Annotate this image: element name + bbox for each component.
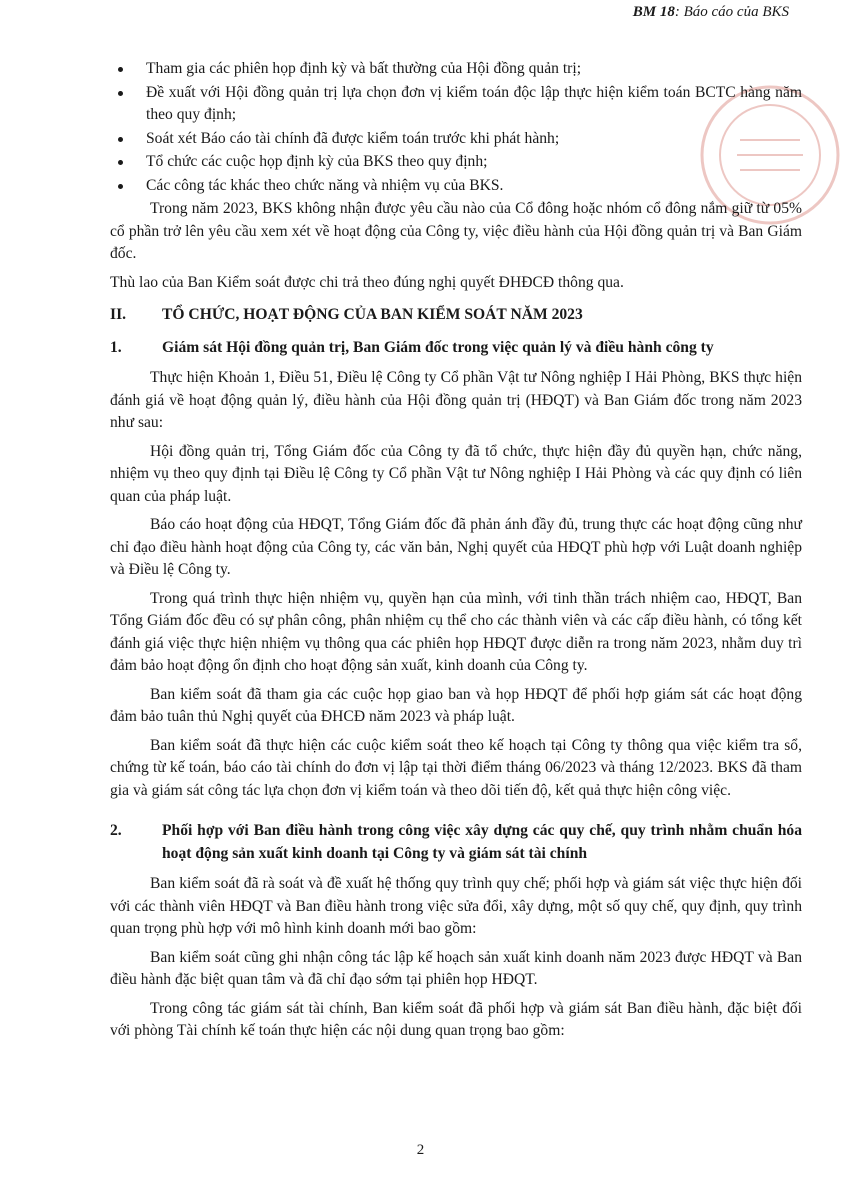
paragraph: Báo cáo hoạt động của HĐQT, Tổng Giám đốc đã phản ánh đầy đủ, trung thực các hoạt động cũng như chỉ đạo điều hành hoạt động của Công ty, các văn bản, Nghị quyết của HĐQT phù hợp với Luật doanh nghiệp và Điều lệ Công ty. xyxy=(110,516,802,578)
paragraph: Thực hiện Khoản 1, Điều 51, Điều lệ Công ty Cổ phần Vật tư Nông nghiệp I Hải Phòng, BKS thực hiện đánh giá về hoạt động quản lý, điều hành của Hội đồng quản trị (HĐQT) và Ban Giám đốc trong năm 2023 như sau: xyxy=(110,369,802,431)
paragraph: Ban kiểm soát cũng ghi nhận công tác lập kế hoạch sản xuất kinh doanh năm 2023 được HĐQT và Ban điều hành đặc biệt quan tâm và đã chỉ đạo sớm tại phiên họp HĐQT. xyxy=(110,948,802,988)
paragraph: Hội đồng quản trị, Tổng Giám đốc của Công ty đã tổ chức, thực hiện đầy đủ quyền hạn, chức năng, nhiệm vụ theo quy định tại Điều lệ Công ty Cổ phần Vật tư Nông nghiệp I Hải Phòng và các quy định có liên quan của pháp luật. xyxy=(110,442,802,505)
paragraph: Ban kiểm soát đã rà soát và đề xuất hệ thống quy trình quy chế; phối hợp và giám sát việc thực hiện đối với các thành viên HĐQT và Ban điều hành trong việc sửa đổi, xây dựng, một số quy chế, quy định, quy trình quan trọng phù hợp với mô hình kinh doanh mới bao gồm: xyxy=(110,875,802,937)
list-item: Soát xét Báo cáo tài chính đã được kiểm toán trước khi phát hành; xyxy=(110,128,802,151)
paragraph: Ban kiểm soát đã tham gia các cuộc họp giao ban và họp HĐQT để phối hợp giám sát các hoạt động đảm bảo tuân thủ Nghị quyết của ĐHCĐ năm 2023 và pháp luật. xyxy=(110,685,802,725)
subsection-number: 2. xyxy=(110,822,122,839)
form-title: : Báo cáo của BKS xyxy=(674,4,789,20)
form-code: BM 18 xyxy=(632,4,675,20)
remuneration-paragraph: Thù lao của Ban Kiểm soát được chi trả theo đúng nghị quyết ĐHĐCĐ thông qua. xyxy=(110,273,624,291)
subsection-number: 1. xyxy=(110,338,122,356)
section-heading xyxy=(110,304,802,327)
section-number: II. xyxy=(110,306,127,323)
duty-list xyxy=(110,58,802,197)
list-item: Các công tác khác theo chức năng và nhiệm vụ của BKS. xyxy=(110,175,802,198)
paragraph: Ban kiểm soát đã thực hiện các cuộc kiểm soát theo kế hoạch tại Công ty thông qua việc kiểm tra sổ, chứng từ kế toán, báo cáo tài chính do đơn vị lập tại thời điểm tháng 06/2023 và tháng 12/2023. BKS đã tham gia và giám sát công tác lựa chọn đơn vị kiểm toán và theo dõi tiến độ, kết quả thực hiện công việc. xyxy=(110,736,802,799)
page-header xyxy=(633,4,789,21)
document-body xyxy=(110,58,802,1049)
subsection-heading xyxy=(110,820,802,865)
page-number: 2 xyxy=(416,1142,425,1158)
paragraph: Trong công tác giám sát tài chính, Ban kiểm soát đã phối hợp và giám sát Ban điều hành, đặc biệt đối với phòng Tài chính kế toán thực hiện các nội dung quan trọng bao gồm: xyxy=(110,999,802,1039)
list-item: Tổ chức các cuộc họp định kỳ của BKS theo quy định; xyxy=(110,151,802,174)
section-title: TỔ CHỨC, HOẠT ĐỘNG CỦA BAN KIỂM SOÁT NĂM 2023 xyxy=(162,306,583,323)
subsection-title: Giám sát Hội đồng quản trị, Ban Giám đốc trong việc quản lý và điều hành công ty xyxy=(162,338,714,356)
paragraph: Trong quá trình thực hiện nhiệm vụ, quyền hạn của mình, với tinh thần trách nhiệm cao, HĐQT, Ban Tổng Giám đốc đều có sự phân công, phân nhiệm cụ thể cho các thành viên và các cấp điều hành, có tổng kết đánh giá việc thực hiện nhiệm vụ thông qua các phiên họp HĐQT được diễn ra trong năm 2023, nhằm duy trì đảm bảo hoạt động ổn định cho hoạt động sản xuất, kinh doanh của Công ty. xyxy=(110,589,802,674)
list-item: Đề xuất với Hội đồng quản trị lựa chọn đơn vị kiểm toán độc lập thực hiện kiểm toán BCTC hàng năm theo quy định; xyxy=(110,82,802,127)
intro-paragraph: Trong năm 2023, BKS không nhận được yêu cầu nào của Cổ đông hoặc nhóm cổ đông nắm giữ từ 05% cổ phần trở lên yêu cầu xem xét về hoạt động của Công ty, việc điều hành của Hội đồng quản trị và Ban Giám đốc. xyxy=(110,200,802,262)
subsection-title: Phối hợp với Ban điều hành trong công việc xây dựng các quy chế, quy trình nhằm chuẩn hóa hoạt động sản xuất kinh doanh tại Công ty và giám sát tài chính xyxy=(162,822,802,862)
subsection-heading xyxy=(110,337,802,360)
list-item: Tham gia các phiên họp định kỳ và bất thường của Hội đồng quản trị; xyxy=(110,58,802,81)
